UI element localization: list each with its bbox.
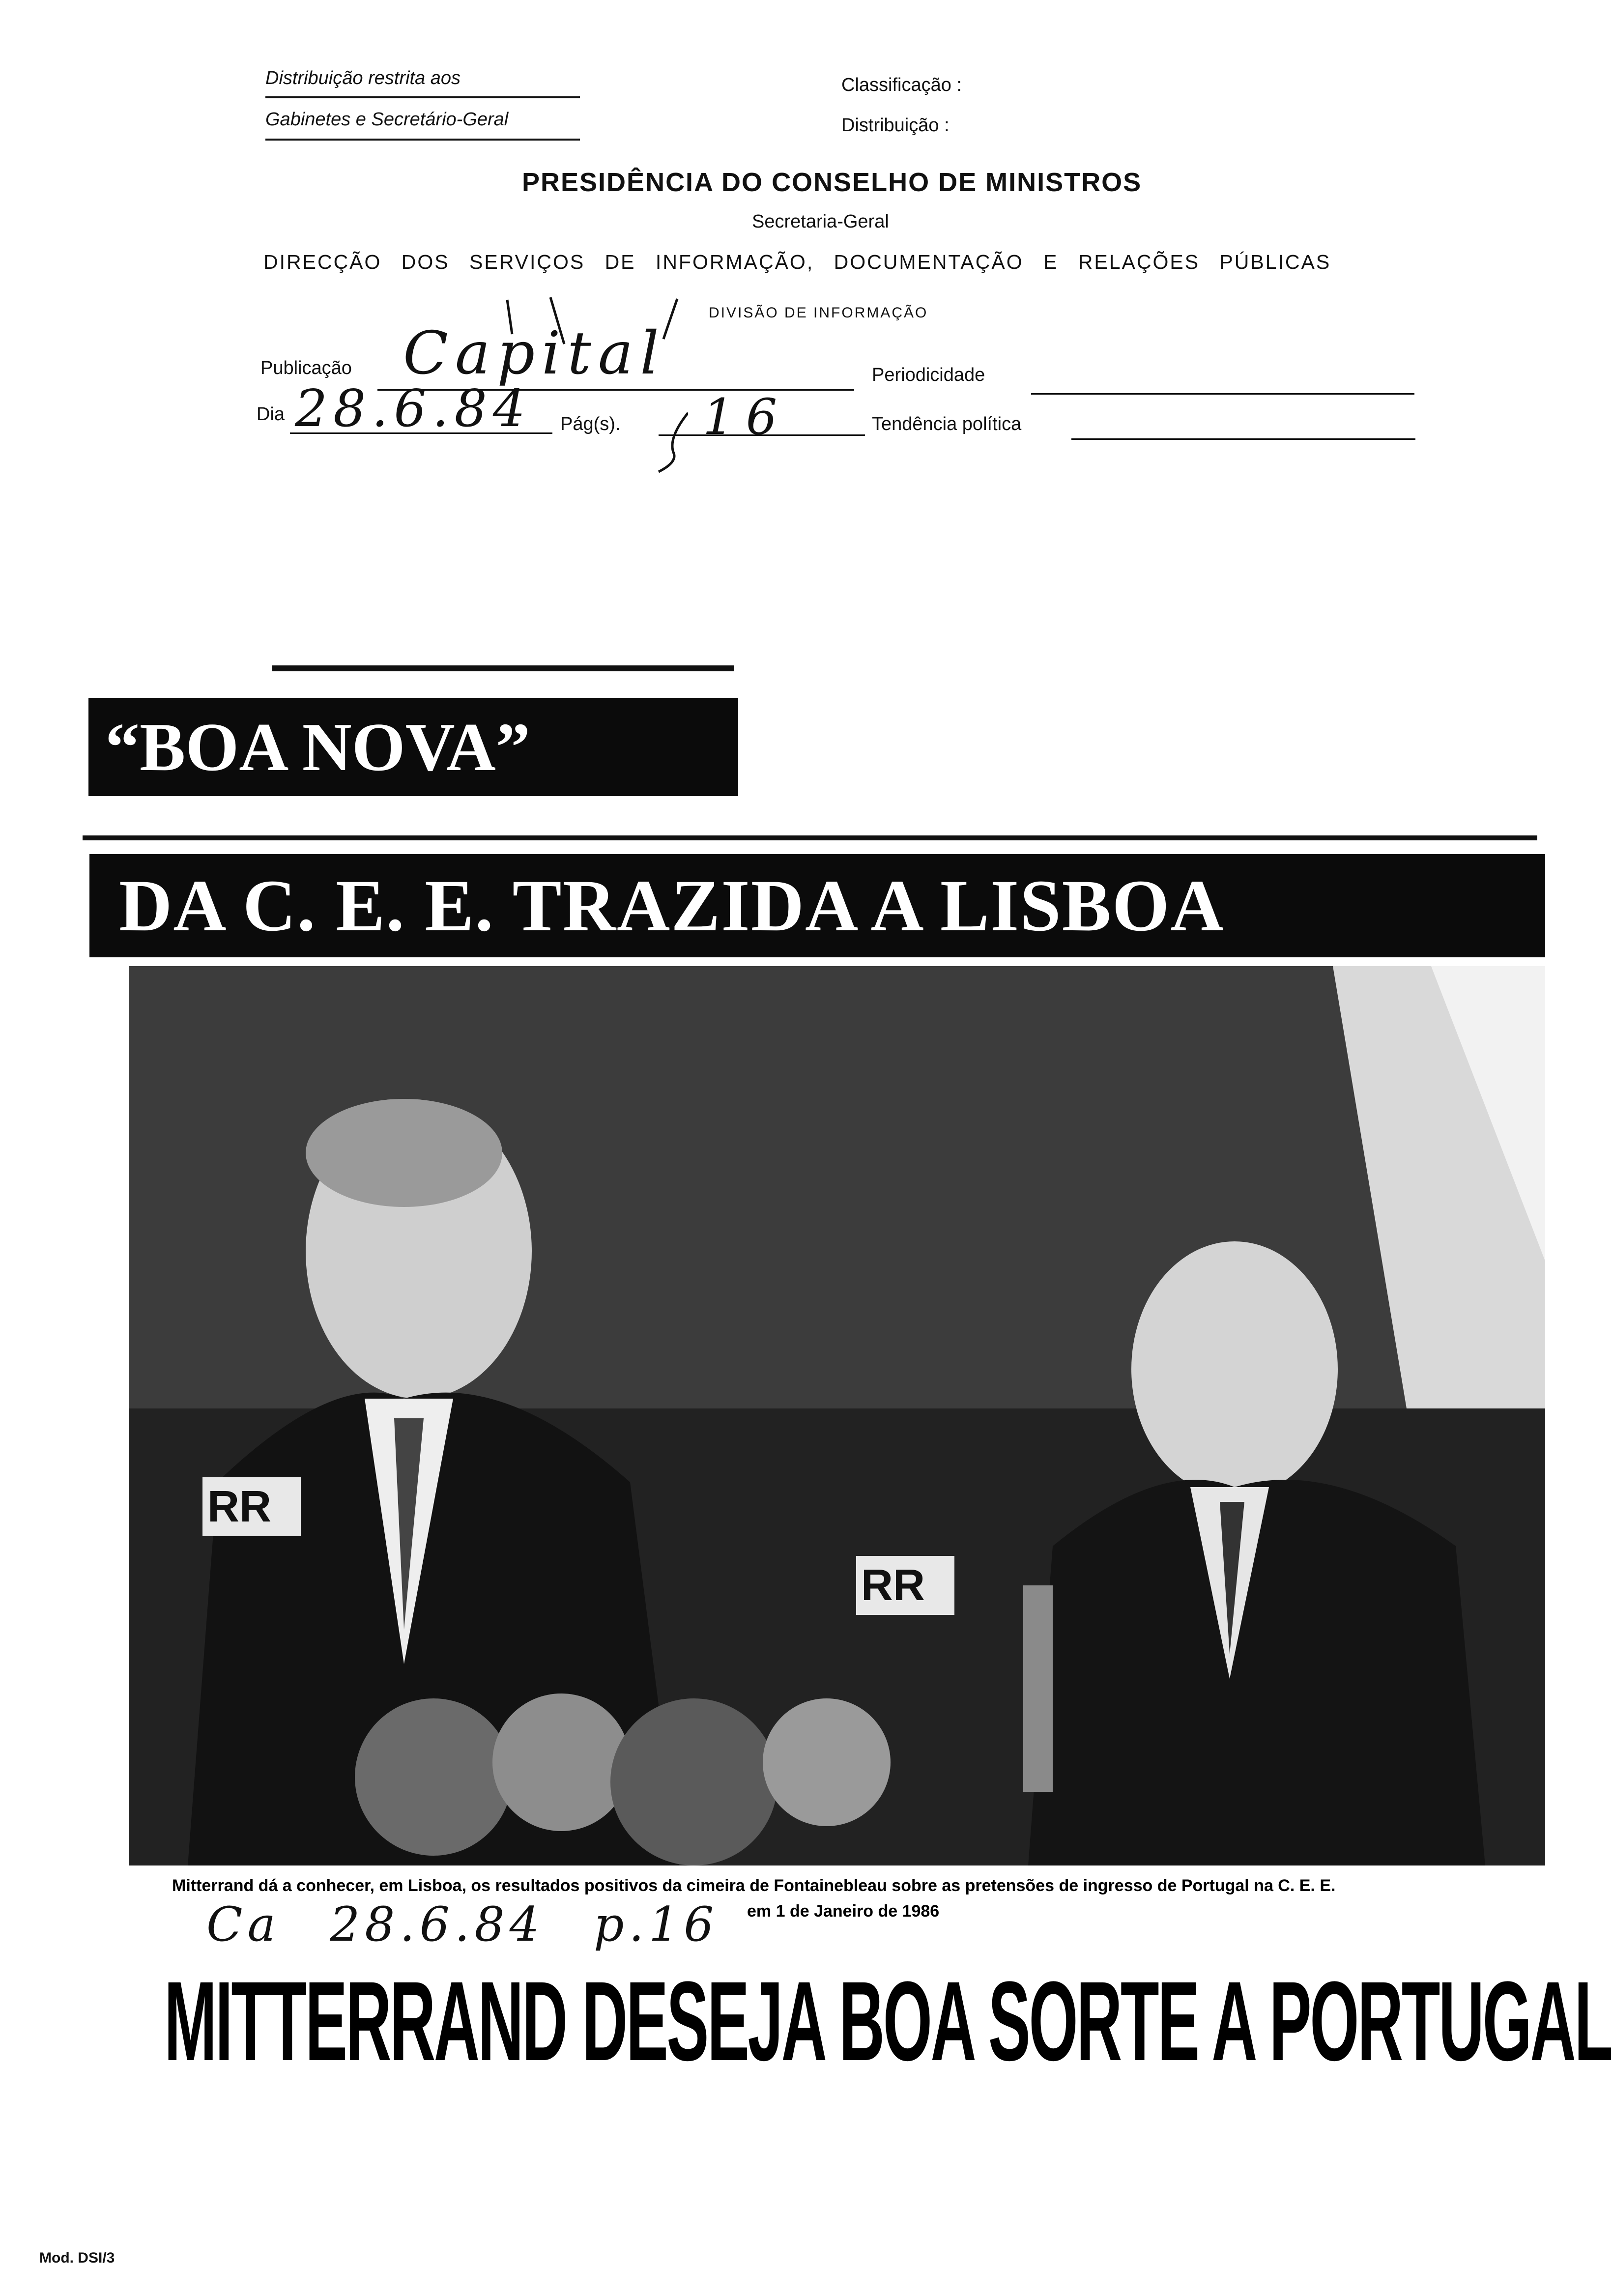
caption-handwritten-note: Ca 28.6.84 p.16 [206, 1897, 719, 1952]
restriction-divider [265, 96, 580, 98]
periodicidade-field-line [1031, 393, 1414, 395]
restriction-underline [265, 139, 580, 141]
photo-caption-line-2: em 1 de Janeiro de 1986 [747, 1902, 940, 1921]
kicker-top-rule [272, 665, 734, 671]
pags-handwritten-value: 16 [703, 388, 789, 446]
publicacao-label: Publicação [260, 358, 352, 378]
pags-label: Pág(s). [560, 414, 621, 434]
main-headline: MITTERRAND DESEJA BOA SORTE A PORTUGAL [164, 1958, 1612, 2084]
publicacao-handwritten-value: Capital [403, 319, 666, 388]
page-title: PRESIDÊNCIA DO CONSELHO DE MINISTROS [522, 168, 1142, 197]
restriction-line-2: Gabinetes e Secretário-Geral [265, 109, 509, 130]
form-model-code: Mod. DSI/3 [39, 2250, 115, 2266]
classificacao-label: Classificação : [841, 75, 962, 95]
photo-illustration [129, 966, 1545, 1866]
kicker-banner: “BOA NOVA” [88, 698, 738, 796]
mic-logo-left: RR [207, 1482, 271, 1531]
headline-banner: DA C. E. E. TRAZIDA A LISBOA [89, 854, 1545, 957]
headline-top-rule [83, 835, 1537, 840]
distribuicao-label: Distribuição : [841, 115, 950, 136]
mic-logo-right: RR [861, 1561, 925, 1610]
tendencia-label: Tendência política [872, 414, 1022, 434]
division-line: DIVISÃO DE INFORMAÇÃO [709, 305, 928, 321]
periodicidade-label: Periodicidade [872, 365, 985, 385]
directorate-line: DIRECÇÃO DOS SERVIÇOS DE INFORMAÇÃO, DOCUMENTAÇÃO E RELAÇÕES PÚBLICAS [263, 251, 1331, 273]
page-subtitle: Secretaria-Geral [752, 211, 889, 232]
dia-label: Dia [257, 404, 285, 425]
dia-handwritten-value: 28.6.84 [295, 378, 531, 438]
restriction-line-1: Distribuição restrita aos [265, 68, 461, 88]
news-photo [129, 966, 1545, 1866]
tendencia-field-line [1071, 438, 1415, 440]
photo-caption-line-1: Mitterrand dá a conhecer, em Lisboa, os resultados positivos da cimeira de Fontainebleau sobre as pretensões de ingresso de Portugal na C. E. E. [172, 1876, 1336, 1895]
